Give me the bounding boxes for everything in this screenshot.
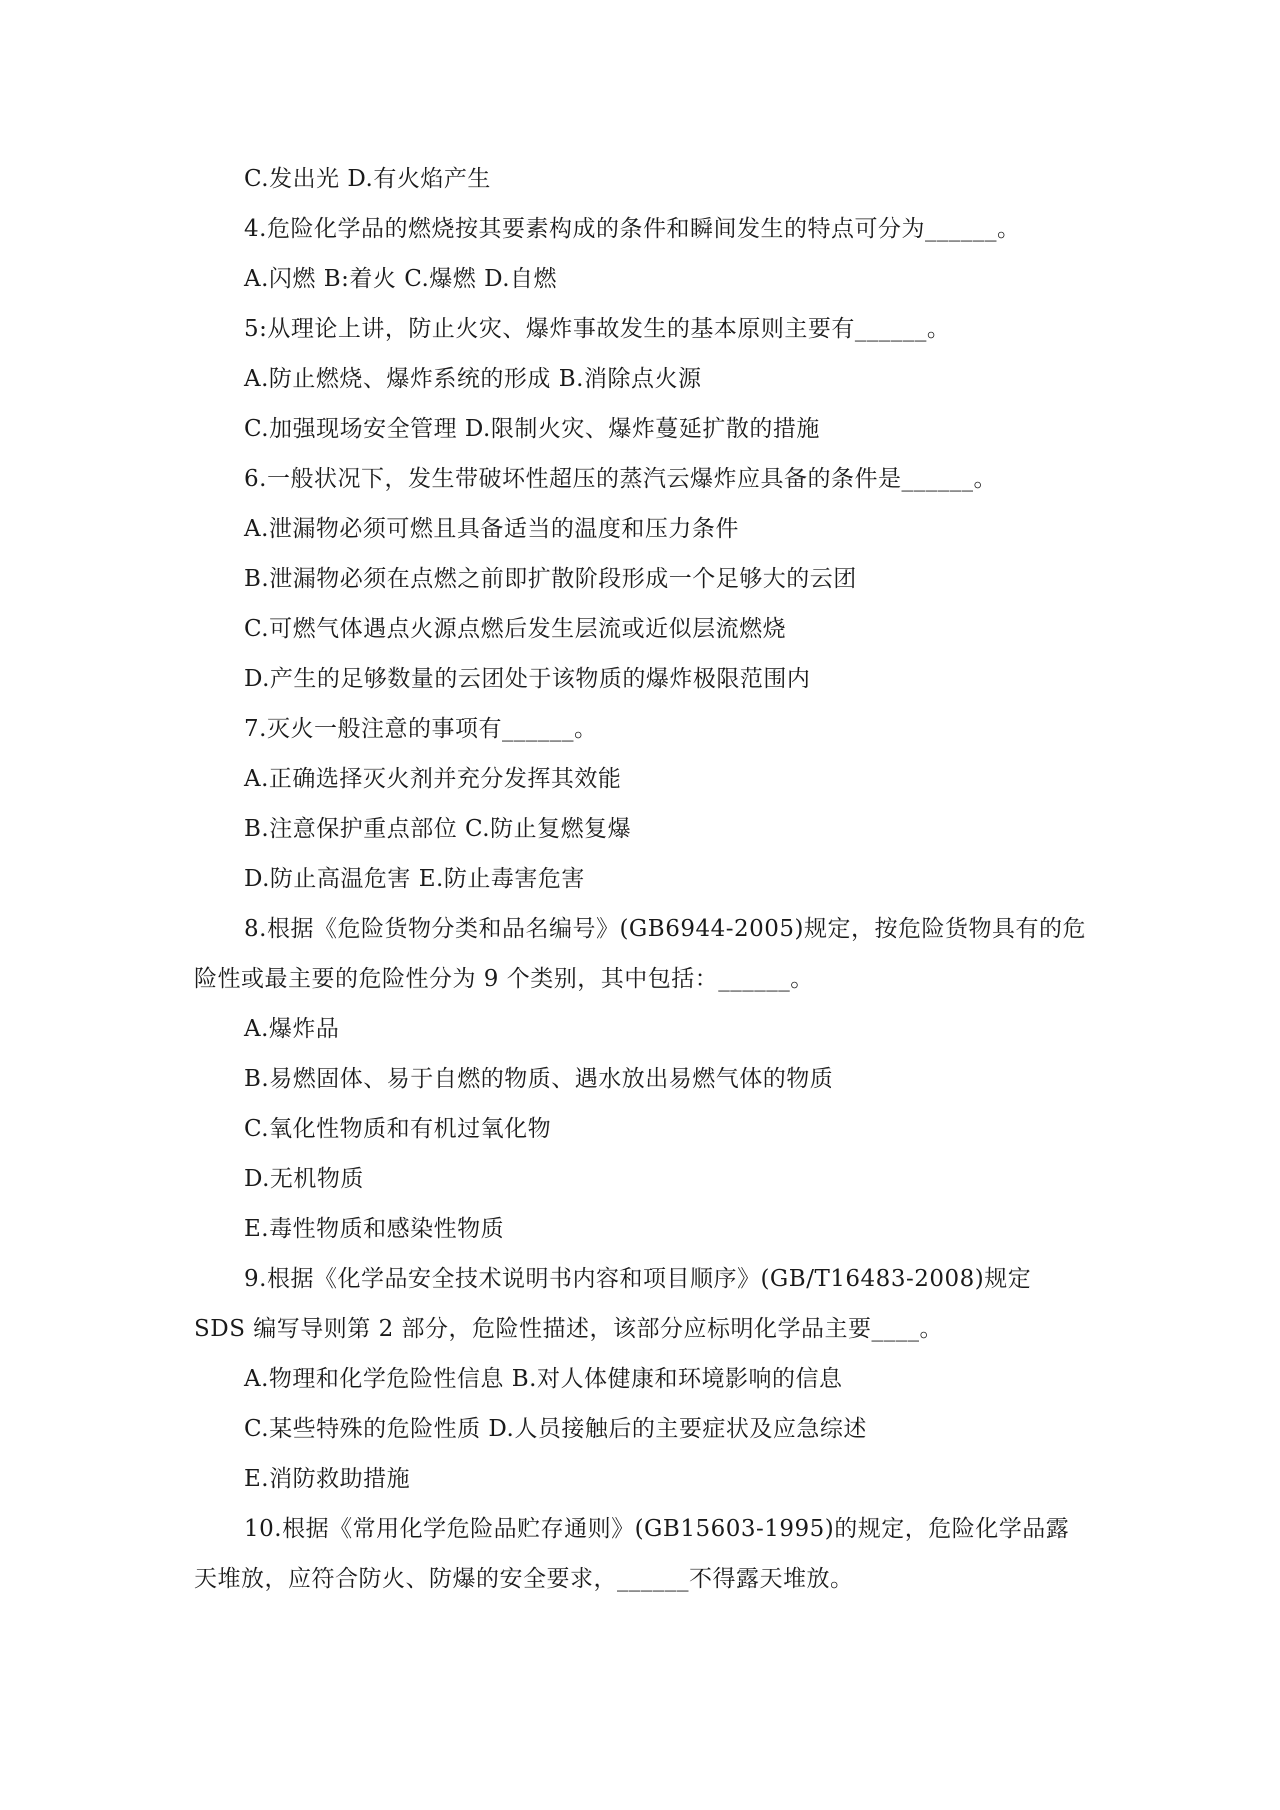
question-7-option-de: D.防止高温危害 E.防止毒害危害 [244,866,585,892]
question-4-stem: 4.危险化学品的燃烧按其要素构成的条件和瞬间发生的特点可分为______。 [244,216,1021,242]
question-5-option-ab: A.防止燃烧、爆炸系统的形成 B.消除点火源 [244,366,702,392]
question-7-option-a: A.正确选择灭火剂并充分发挥其效能 [244,766,622,792]
question-8-option-a: A.爆炸品 [244,1016,340,1042]
question-7-stem: 7.灭火一般注意的事项有______。 [244,716,598,742]
question-9-stem: 9.根据《化学品安全技术说明书内容和项目顺序》(GB/T16483-2008)规定 SDS 编写导则第 2 部分，危险性描述，该部分应标明化学品主要____。 [194,1266,1032,1342]
question-6-option-c: C.可燃气体遇点火源点燃后发生层流或近似层流燃烧 [244,616,787,642]
question-9-option-e: E.消防救助措施 [244,1466,411,1492]
question-8-option-e: E.毒性物质和感染性物质 [244,1216,505,1242]
question-6-option-b: B.泄漏物必须在点燃之前即扩散阶段形成一个足够大的云团 [244,566,857,592]
question-9-option-cd: C.某些特殊的危险性质 D.人员接触后的主要症状及应急综述 [244,1416,867,1442]
question-6-stem: 6.一般状况下，发生带破坏性超压的蒸汽云爆炸应具备的条件是______。 [244,466,997,492]
question-6-option-a: A.泄漏物必须可燃且具备适当的温度和压力条件 [244,516,739,542]
question-9-option-ab: A.物理和化学危险性信息 B.对人体健康和环境影响的信息 [244,1366,843,1392]
question-4-options: A.闪燃 B:着火 C.爆燃 D.自燃 [244,266,558,292]
question-5-stem: 5:从理论上讲，防止火灾、爆炸事故发生的基本原则主要有______。 [244,316,951,342]
question-8-option-b: B.易燃固体、易于自燃的物质、遇水放出易燃气体的物质 [244,1066,834,1092]
question-8-stem: 8.根据《危险货物分类和品名编号》(GB6944-2005)规定，按危险货物具有的危险性或最主要的危险性分为 9 个类别，其中包括：______。 [194,916,1087,992]
question-6-option-d: D.产生的足够数量的云团处于该物质的爆炸极限范围内 [244,666,811,692]
question-5-option-cd: C.加强现场安全管理 D.限制火灾、爆炸蔓延扩散的措施 [244,416,820,442]
question-7-option-bc: B.注意保护重点部位 C.防止复燃复爆 [244,816,632,842]
document-body [194,154,1086,1604]
question-10-stem: 10.根据《常用化学危险品贮存通则》(GB15603-1995)的规定，危险化学品露天堆放，应符合防火、防爆的安全要求，______不得露天堆放。 [194,1516,1070,1592]
question-8-option-d: D.无机物质 [244,1166,364,1192]
text-line: C.发出光 D.有火焰产生 [244,166,491,192]
question-8-option-c: C.氧化性物质和有机过氧化物 [244,1116,552,1142]
